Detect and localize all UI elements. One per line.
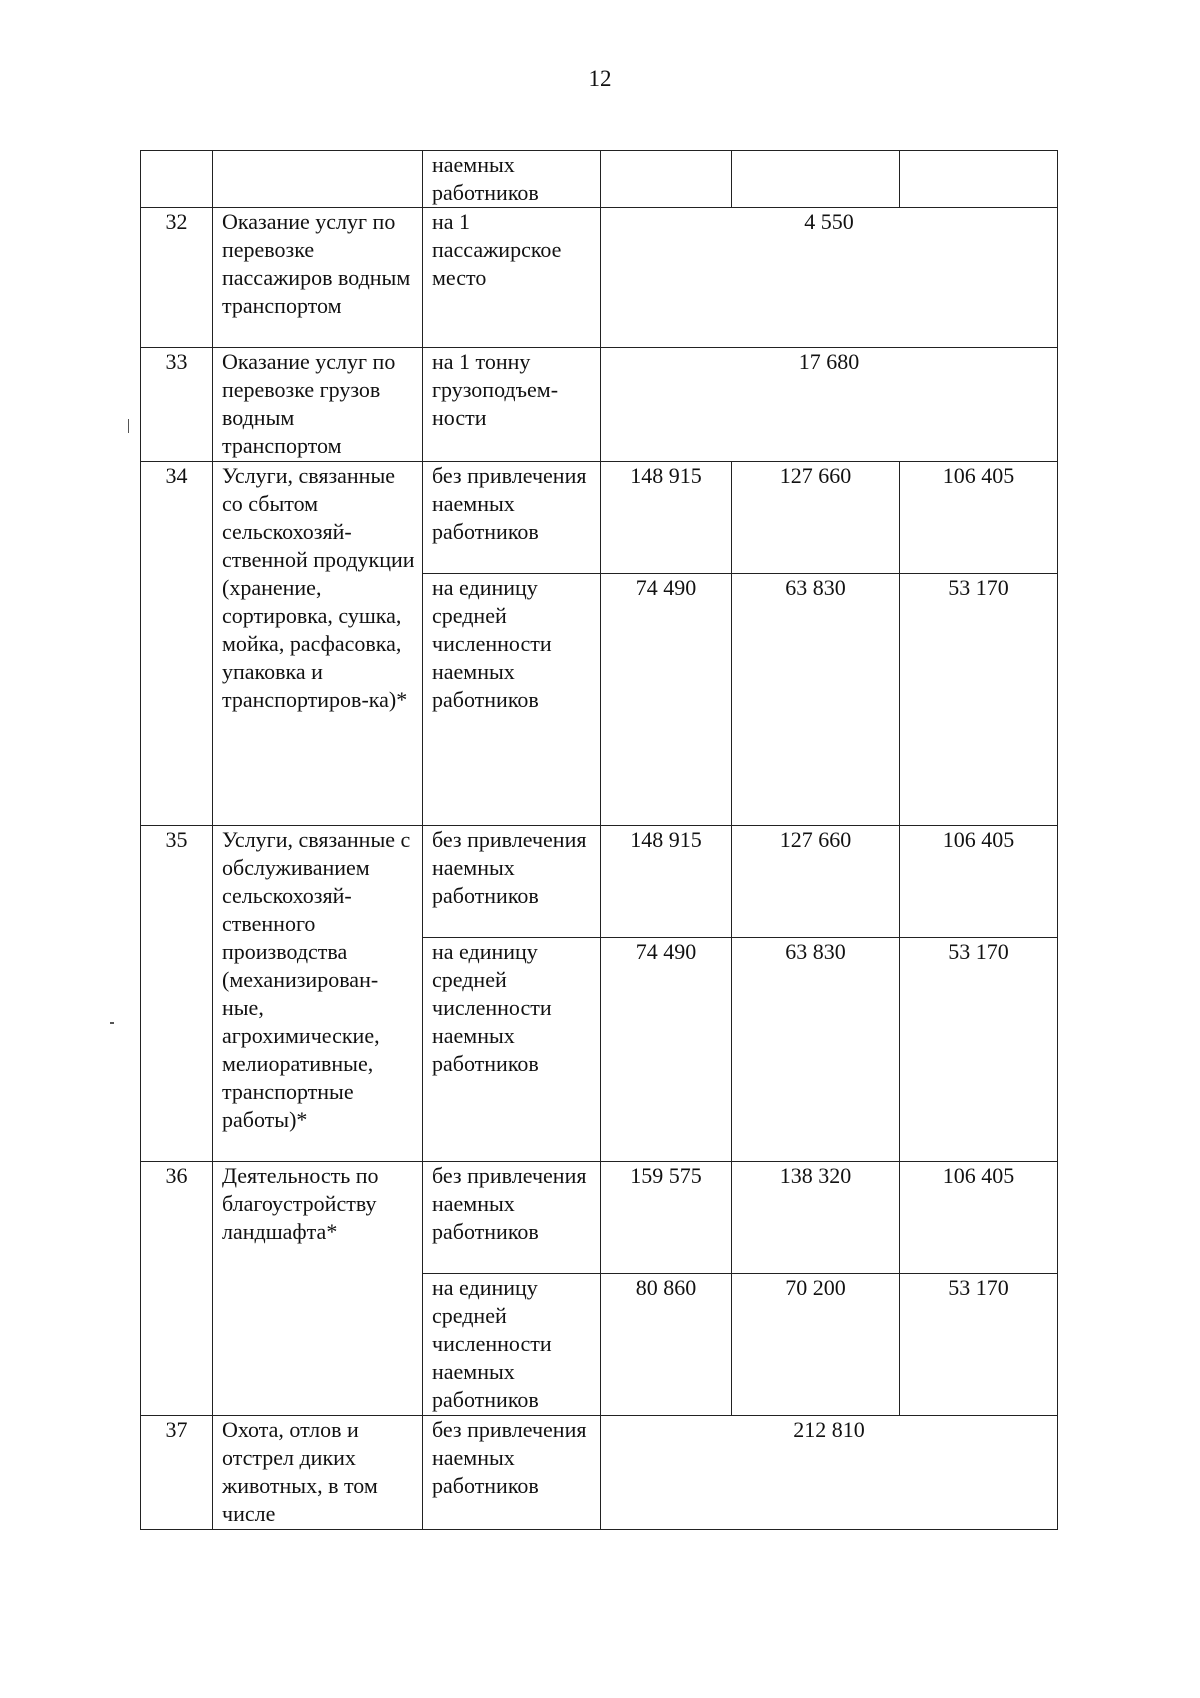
table-row: [141, 462, 1058, 574]
value-cell-merged: 212 810: [601, 1416, 1058, 1530]
unit-cell: на единицу средней численности наемных работников: [423, 1274, 601, 1416]
value-cell: 70 200: [732, 1274, 900, 1416]
activity-name: Услуги, связанные со сбытом сельскохозяй-ственной продукции (хранение, сортировка, сушка, мойка, расфасовка, упаковка и транспортиров-ка)*: [213, 462, 423, 826]
table-row: [141, 208, 1058, 348]
activity-name: Охота, отлов и отстрел диких животных, в том числе: [213, 1416, 423, 1530]
value-cell: 74 490: [601, 938, 732, 1162]
tariff-table: [140, 150, 1058, 1530]
value-cell: [900, 151, 1058, 208]
value-cell: 63 830: [732, 574, 900, 826]
row-number: 32: [141, 208, 213, 348]
row-number: 34: [141, 462, 213, 826]
unit-cell: на 1 тонну грузоподъем-ности: [423, 348, 601, 462]
value-cell: 63 830: [732, 938, 900, 1162]
value-cell: 138 320: [732, 1162, 900, 1274]
row-number: 33: [141, 348, 213, 462]
value-cell: 74 490: [601, 574, 732, 826]
value-cell: 80 860: [601, 1274, 732, 1416]
value-cell-merged: 17 680: [601, 348, 1058, 462]
value-cell: 148 915: [601, 826, 732, 938]
table-row: [141, 1416, 1058, 1530]
unit-cell: без привлечения наемных работников: [423, 1162, 601, 1274]
unit-cell: без привлечения наемных работников: [423, 462, 601, 574]
margin-mark: [128, 419, 129, 433]
unit-cell: без привлечения наемных работников: [423, 1416, 601, 1530]
value-cell: 53 170: [900, 1274, 1058, 1416]
activity-name: Деятельность по благоустройству ландшафта*: [213, 1162, 423, 1416]
table-row: [141, 348, 1058, 462]
value-cell: 53 170: [900, 574, 1058, 826]
value-cell: 159 575: [601, 1162, 732, 1274]
row-number: 37: [141, 1416, 213, 1530]
activity-name: [213, 151, 423, 208]
row-number: 35: [141, 826, 213, 1162]
value-cell: 106 405: [900, 826, 1058, 938]
value-cell: 127 660: [732, 462, 900, 574]
margin-mark: [110, 1022, 114, 1024]
table-row: [141, 826, 1058, 938]
unit-cell: на единицу средней численности наемных работников: [423, 938, 601, 1162]
activity-name: Оказание услуг по перевозке пассажиров водным транспортом: [213, 208, 423, 348]
unit-cell: без привлечения наемных работников: [423, 826, 601, 938]
unit-cell: на единицу средней численности наемных работников: [423, 574, 601, 826]
unit-cell: на 1 пассажирское место: [423, 208, 601, 348]
value-cell: 106 405: [900, 462, 1058, 574]
row-number: [141, 151, 213, 208]
page-number: 12: [588, 66, 612, 91]
value-cell: [601, 151, 732, 208]
activity-name: Услуги, связанные с обслуживанием сельскохозяй-ственного производства (механизирован-ные, агрохимические, мелиоративные, транспортные работы)*: [213, 826, 423, 1162]
value-cell: 148 915: [601, 462, 732, 574]
activity-name: Оказание услуг по перевозке грузов водным транспортом: [213, 348, 423, 462]
value-cell: 106 405: [900, 1162, 1058, 1274]
table-row: [141, 151, 1058, 208]
row-number: 36: [141, 1162, 213, 1416]
value-cell-merged: 4 550: [601, 208, 1058, 348]
value-cell: 127 660: [732, 826, 900, 938]
value-cell: 53 170: [900, 938, 1058, 1162]
value-cell: [732, 151, 900, 208]
table-row: [141, 1162, 1058, 1274]
unit-cell: наемных работников: [423, 151, 601, 208]
